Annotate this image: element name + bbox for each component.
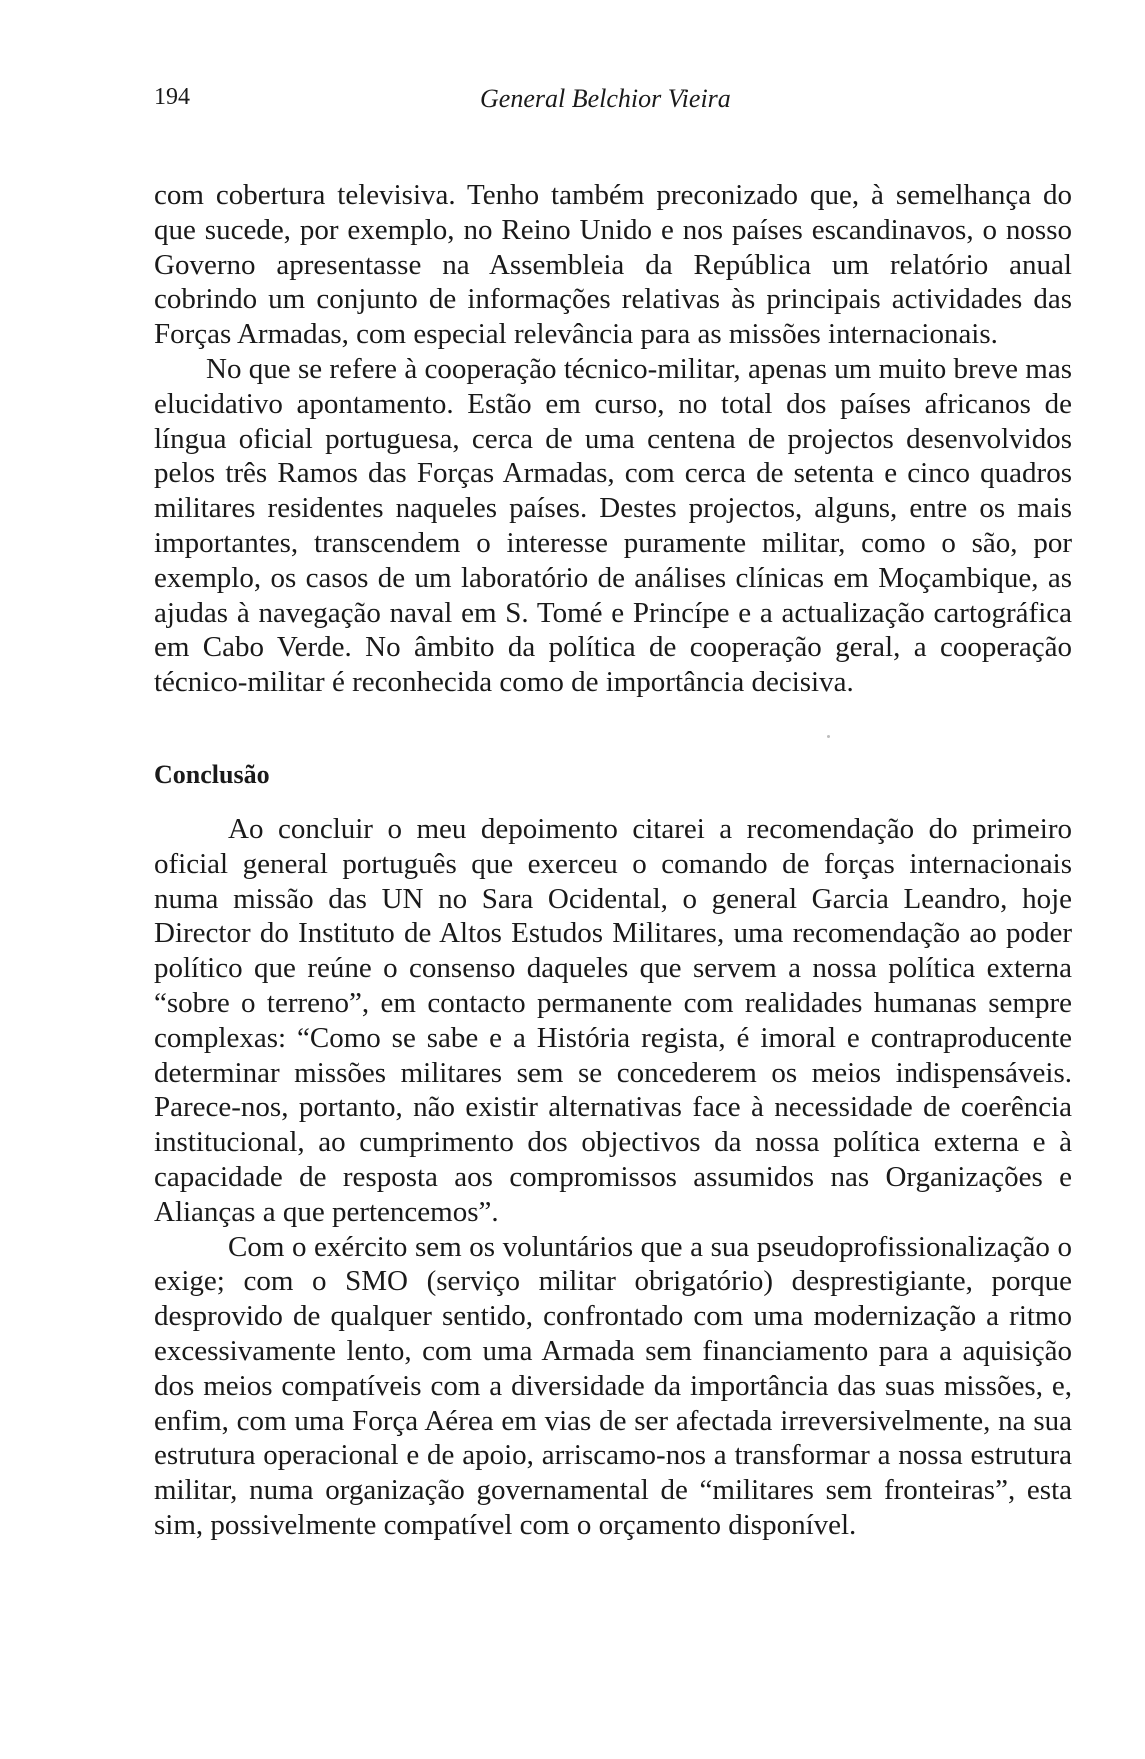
running-head xyxy=(154,84,1072,120)
body-text xyxy=(154,178,1072,1543)
running-title: General Belchior Vieira xyxy=(480,84,731,113)
paragraph: Com o exército sem os voluntários que a sua pseudoprofissionalização o exige; com o SMO (serviço militar obrigatório) desprestigiante, porque desprovido de qualquer sentido, confrontado com uma modernização a ritmo excessivamente lento, com uma Armada sem financiamento para a aquisição dos meios compatíveis com a diversidade da importância das suas missões, e, enfim, com uma Força Aérea em vias de ser afectada irreversivelmente, na sua estrutura operacional e de apoio, arriscamo-nos a transformar a nossa estrutura militar, numa organização governamental de “militares sem fronteiras”, esta sim, possivelmente compatível com o orçamento disponível. xyxy=(154,1230,1072,1541)
paragraph: No que se refere à cooperação técnico-militar, apenas um muito breve mas elucidativo apontamento. Estão em curso, no total dos países africanos de língua oficial portuguesa, cerca de uma centena de projectos desenvolvidos pelos três Ramos das Forças Armadas, com cerca de setenta e cinco quadros militares residentes naqueles países. Destes projectos, alguns, entre os mais importantes, transcendem o interesse puramente militar, como o são, por exemplo, os casos de um laboratório de análises clínicas em Moçambique, as ajudas à navegação naval em S. Tomé e Princípe e a actualização cartográfica em Cabo Verde. No âmbito da política de cooperação geral, a cooperação técnico-militar é reconhecida como de importância decisiva. xyxy=(154,352,1072,699)
scan-speck xyxy=(827,735,830,738)
paragraph-continued: com cobertura televisiva. Tenho também preconizado que, à semelhança do que sucede, por exemplo, no Reino Unido e nos países escandinavos, o nosso Governo apresentasse na Assembleia da República um relatório anual cobrindo um conjunto de informações relativas às principais actividades das Forças Armadas, com especial relevância para as missões internacionais. xyxy=(154,179,1072,351)
paragraph: Ao concluir o meu depoimento citarei a recomendação do primeiro oficial general português que exerceu o comando de forças internacionais numa missão das UN no Sara Ocidental, o general Garcia Leandro, hoje Director do Instituto de Altos Estudos Militares, uma recomendação ao poder político que reúne o consenso daqueles que servem a nossa política externa “sobre o terreno”, em contacto permanente com realidades humanas sempre complexas: “Como se sabe e a História regista, é imoral e contraproducente determinar missões militares sem se concederem os meios indispensáveis. Parece-nos, portanto, não existir alternativas face à necessidade de coerência institucional, ao cumprimento dos objectivos da nossa política externa e à capacidade de resposta aos compromissos assumidos nas Organizações e Alianças a que pertencemos”. xyxy=(154,812,1072,1228)
section-heading: Conclusão xyxy=(154,759,270,789)
conclusion-section xyxy=(154,812,1072,1543)
page-number: 194 xyxy=(154,84,190,110)
